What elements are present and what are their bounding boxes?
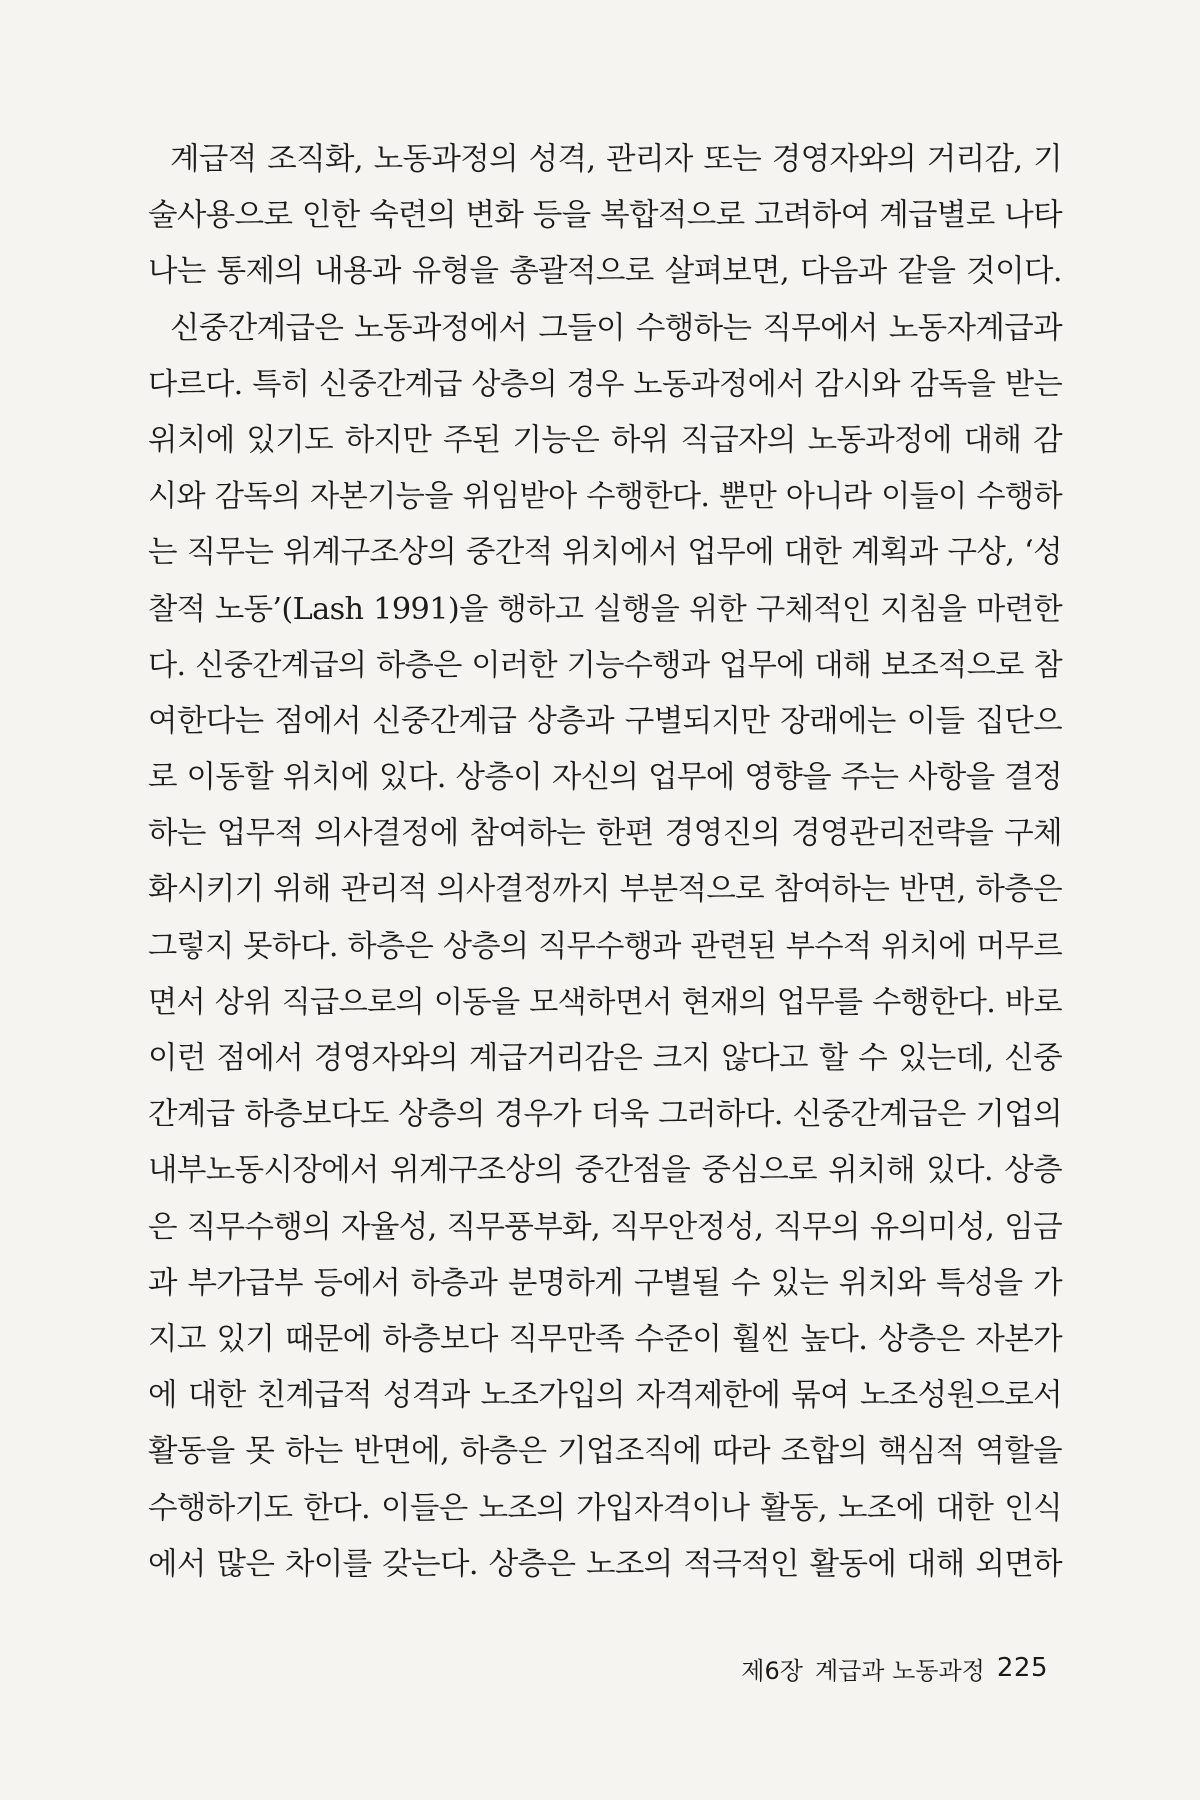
- text-line: 에 대한 친계급적 성격과 노조가입의 자격제한에 묶여 노조성원으로서: [148, 1378, 1062, 1414]
- text-line: 다. 신중간계급의 하층은 이러한 기능수행과 업무에 대해 보조적으로 참: [148, 647, 1062, 683]
- text-line: 계급적 조직화, 노동과정의 성격, 관리자 또는 경영자와의 거리감, 기: [170, 142, 1062, 177]
- text-line: 나는 통제의 내용과 유형을 총괄적으로 살펴보면, 다음과 같을 것이다.: [148, 254, 1062, 290]
- text-line: 수행하기도 한다. 이들은 노조의 가입자격이나 활동, 노조에 대한 인식: [148, 1490, 1062, 1526]
- text-line: 간계급 하층보다도 상층의 경우가 더욱 그러하다. 신중간계급은 기업의: [148, 1097, 1062, 1133]
- text-line: 는 직무는 위계구조상의 중간적 위치에서 업무에 대한 계획과 구상, ‘성: [148, 535, 1062, 571]
- running-footer: [688, 1648, 1048, 1688]
- text-line: 이런 점에서 경영자와의 계급거리감은 크지 않다고 할 수 있는데, 신중: [148, 1041, 1062, 1076]
- text-line: 내부노동시장에서 위계구조상의 중간점을 중심으로 위치해 있다. 상층: [148, 1153, 1062, 1189]
- text-line: 여한다는 점에서 신중간계급 상층과 구별되지만 장래에는 이들 집단으: [148, 703, 1062, 739]
- text-line: 에서 많은 차이를 갖는다. 상층은 노조의 적극적인 활동에 대해 외면하: [148, 1546, 1062, 1582]
- body-text: [148, 132, 1062, 1593]
- text-line: 면서 상위 직급으로의 이동을 모색하면서 현재의 업무를 수행한다. 바로: [148, 984, 1062, 1020]
- text-line: 하는 업무적 의사결정에 참여하는 한편 경영진의 경영관리전략을 구체: [148, 816, 1062, 852]
- text-line: 활동을 못 하는 반면에, 하층은 기업조직에 따라 조합의 핵심적 역할을: [148, 1434, 1062, 1470]
- text-line: 위치에 있기도 하지만 주된 기능은 하위 직급자의 노동과정에 대해 감: [148, 422, 1062, 458]
- text-line: 시와 감독의 자본기능을 위임받아 수행한다. 뿐만 아니라 이들이 수행하: [148, 479, 1062, 515]
- text-line: 로 이동할 위치에 있다. 상층이 자신의 업무에 영향을 주는 사항을 결정: [148, 760, 1062, 796]
- text-line: 다르다. 특히 신중간계급 상층의 경우 노동과정에서 감시와 감독을 받는: [148, 366, 1062, 402]
- text-line: 화시키기 위해 관리적 의사결정까지 부분적으로 참여하는 반면, 하층은: [148, 872, 1062, 908]
- text-line: 은 직무수행의 자율성, 직무풍부화, 직무안정성, 직무의 유의미성, 임금: [148, 1209, 1062, 1245]
- text-line: 지고 있기 때문에 하층보다 직무만족 수준이 훨씬 높다. 상층은 자본가: [148, 1321, 1062, 1357]
- text-line: 그렇지 못하다. 하층은 상층의 직무수행과 관련된 부수적 위치에 머무르: [148, 928, 1062, 964]
- chapter-number: 제6장: [741, 1656, 803, 1685]
- text-line: 과 부가급부 등에서 하층과 분명하게 구별될 수 있는 위치와 특성을 가: [148, 1265, 1062, 1301]
- chapter-title: 계급과 노동과정: [814, 1656, 985, 1685]
- text-line: 신중간계급은 노동과정에서 그들이 수행하는 직무에서 노동자계급과: [170, 310, 1062, 346]
- text-line: 찰적 노동’(Lash 1991)을 행하고 실행을 위한 구체적인 지침을 마련한: [148, 591, 1062, 627]
- page-number: 225: [996, 1653, 1048, 1683]
- text-line: 술사용으로 인한 숙련의 변화 등을 복합적으로 고려하여 계급별로 나타: [148, 198, 1062, 234]
